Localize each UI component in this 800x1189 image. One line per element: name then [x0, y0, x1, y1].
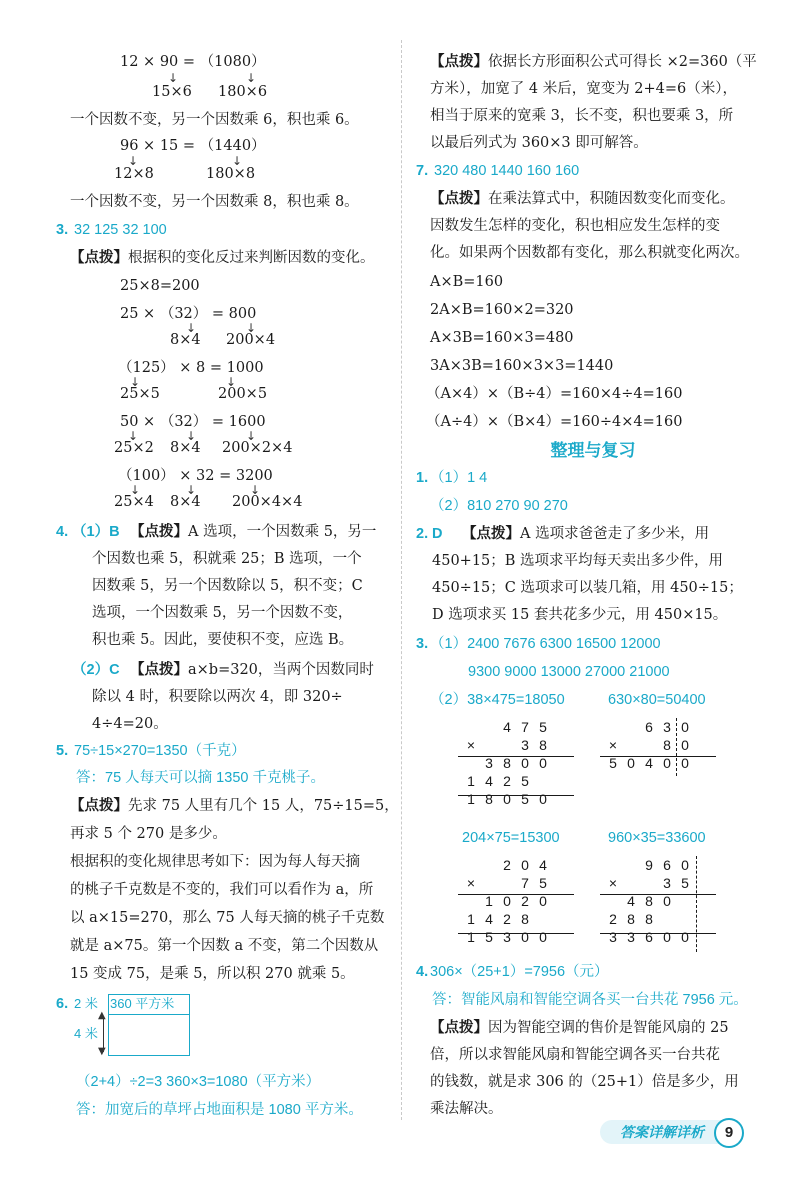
calc-digit: 5	[521, 791, 529, 807]
calc-row	[604, 856, 694, 874]
calc-digit: 3	[627, 929, 635, 945]
arrow-icon: ↓	[130, 483, 141, 497]
calc-digit: 0	[681, 857, 689, 873]
math-line: 25×5	[120, 386, 160, 402]
calc-digit: 0	[663, 893, 671, 909]
calc-digit	[480, 736, 498, 754]
calc-digit: 5	[681, 875, 689, 891]
column-divider	[401, 40, 402, 1120]
tip-text: a×b=320，当两个因数同时	[188, 662, 374, 678]
arrow-icon: ↓	[186, 429, 197, 443]
calc-digit: 0	[663, 929, 671, 945]
calc-digit: 6	[663, 857, 671, 873]
calc-digit: 0	[627, 755, 635, 771]
calc-row	[462, 736, 552, 754]
tip-text: 除以 4 时，积要除以两次 4，即 320÷	[92, 689, 343, 705]
answer-text: （2）810 270 90 270	[430, 498, 568, 514]
calc-digit: 0	[681, 755, 689, 771]
calc-digit	[480, 718, 498, 736]
tip-text: 倍，所以求智能风扇和智能空调各买一台共花	[430, 1047, 720, 1063]
calc-digit	[676, 910, 694, 928]
math-line: （100） × 32 = 3200	[118, 468, 273, 484]
calc-digit: ×	[608, 875, 618, 891]
calc-digit: 5	[485, 929, 493, 945]
question-number: 4.	[56, 524, 69, 540]
tip-label: 【点拨】	[430, 1019, 488, 1036]
calc-row	[604, 928, 694, 946]
calc-digit: 0	[539, 791, 547, 807]
calc-digit: ×	[466, 737, 476, 753]
answer-text: 答：加宽后的草坪占地面积是 1080 平方米。	[76, 1102, 363, 1118]
answer-text: 答：智能风扇和智能空调各买一台共花 7956 元。	[432, 992, 748, 1008]
calc-digit: 5	[609, 755, 617, 771]
tip-text: 个因数也乘 5，积就乘 25；B 选项，一个	[92, 551, 362, 567]
calc-digit: 1	[467, 911, 475, 927]
tip-text: 根据积的变化反过来判断因数的变化。	[128, 250, 375, 266]
tip-label: 【点拨】	[462, 525, 520, 542]
tip-label: 【点拨】	[430, 53, 488, 70]
math-line: （A÷4）×（B×4）=160÷4×4=160	[426, 414, 683, 430]
calc-digit	[622, 856, 640, 874]
calc-digit: 3	[503, 929, 511, 945]
calc-row	[604, 718, 694, 736]
calc-digit	[534, 910, 552, 928]
width-label-4m: 4 米	[74, 1026, 98, 1041]
calc-row	[462, 856, 552, 874]
example2-product: 180×8	[206, 166, 256, 182]
math-line: 50 × （32） = 1600	[120, 414, 266, 430]
calc-row	[462, 790, 552, 808]
tip-text: 的钱数，就是求 306 的（25+1）倍是多少，用	[430, 1074, 739, 1090]
calc-digit: 8	[503, 755, 511, 771]
tip-text: 4÷4=20。	[92, 716, 168, 732]
rule-text: 一个因数不变，另一个因数乘 6，积也乘 6。	[70, 112, 359, 128]
example2-factor: 12×8	[114, 166, 154, 182]
math-line: 200×2×4	[222, 440, 293, 456]
arrow-icon: ↓	[186, 321, 197, 335]
tip-label: 【点拨】	[70, 249, 128, 266]
calc-digit	[534, 772, 552, 790]
calc-digit	[622, 874, 640, 892]
calc-digit: 7	[521, 719, 529, 735]
calc-digit	[640, 874, 658, 892]
math-line: 8×4	[170, 440, 201, 456]
tip-text: 因为智能空调的售价是智能风扇的 25	[488, 1020, 729, 1036]
calc-digit: 1	[485, 893, 493, 909]
calc-digit	[604, 856, 622, 874]
calc-digit: 8	[521, 911, 529, 927]
calc-digit: 2	[503, 773, 511, 789]
calc-digit: 2	[503, 911, 511, 927]
calc-digit: 3	[609, 929, 617, 945]
calc-digit: 0	[503, 791, 511, 807]
formula-text: （2+4）÷2=3 360×3=1080（平方米）	[76, 1074, 321, 1090]
tip-text: 450÷15；C 选项求可以装几箱，用 450÷15；	[432, 580, 743, 596]
math-line: 25×2	[114, 440, 154, 456]
calc-digit: 0	[681, 719, 689, 735]
question-number: 6.	[56, 996, 69, 1012]
question-number: 1.	[416, 470, 429, 486]
tip-text: 再求 5 个 270 是多少。	[70, 826, 227, 842]
calc-digit: 0	[521, 857, 529, 873]
answer-text: D	[432, 526, 443, 542]
math-line: 200×4×4	[232, 494, 303, 510]
arrow-icon: ↓	[130, 375, 141, 389]
math-line: （A×4）×（B÷4）=160×4÷4=160	[426, 386, 683, 402]
tip-text: 乘法解决。	[430, 1101, 503, 1117]
math-line: 25 × （32） = 800	[120, 306, 257, 322]
calc-row	[462, 772, 552, 790]
calc-rule-line	[600, 756, 716, 757]
calc-digit: ×	[466, 875, 476, 891]
calc-digit: 8	[663, 737, 671, 753]
width-label-2m: 2 米	[74, 996, 98, 1011]
calc-digit	[498, 874, 516, 892]
tip-text: 方米），加宽了 4 米后，宽变为 2+4=6（米），	[430, 81, 738, 97]
calc-digit	[462, 856, 480, 874]
calc-digit: 9	[645, 857, 653, 873]
calc-digit: 3	[663, 875, 671, 891]
tip-text: 化。如果两个因数都有变化，那么积就变化两次。	[430, 245, 749, 261]
answer-text: 320 480 1440 160 160	[434, 163, 580, 179]
calc-digit: 1	[467, 773, 475, 789]
calc-digit: 8	[539, 737, 547, 753]
calc-digit: 0	[539, 755, 547, 771]
rule-text: 一个因数不变，另一个因数乘 8，积也乘 8。	[70, 194, 359, 210]
tip-text: 积也乘 5。因此，要使积不变，应选 B。	[92, 632, 354, 648]
calc-digit: 8	[645, 893, 653, 909]
calc-digit: 5	[539, 875, 547, 891]
calc-row	[604, 874, 694, 892]
calc-digit: 4	[645, 755, 653, 771]
math-line: 200×5	[218, 386, 268, 402]
page-number: 9	[714, 1118, 744, 1148]
arrow-icon: ↓	[246, 321, 257, 335]
calc-digit	[462, 718, 480, 736]
math-line: 8×4	[170, 332, 201, 348]
paragraph-line: 的桃子千克数是不变的，我们可以看作为 a，所	[70, 882, 374, 898]
calc-digit	[480, 874, 498, 892]
calc-digit: 8	[485, 791, 493, 807]
calc-digit: 2	[609, 911, 617, 927]
tip-text: 因数乘 5，另一个因数除以 5，积不变；C	[92, 578, 363, 594]
calc-digit	[498, 736, 516, 754]
arrow-icon: ↓	[250, 483, 261, 497]
tip-text: 先求 75 人里有几个 15 人，75÷15=5，	[128, 798, 399, 814]
calc-digit: 3	[663, 719, 671, 735]
calc-digit	[658, 910, 676, 928]
calc-digit: 1	[467, 929, 475, 945]
answer-text: （1）2400 7676 6300 16500 12000	[430, 636, 661, 652]
example1-factor: 15×6	[152, 84, 192, 100]
tip-text: D 选项求买 15 套共花多少元，用 450×15。	[432, 607, 728, 623]
tip-line	[130, 660, 374, 680]
arrow-icon: ↓	[226, 375, 237, 389]
answer-text: 答：75 人每天可以摘 1350 千克桃子。	[76, 770, 325, 786]
answer-text: （1）1 4	[430, 470, 488, 486]
calc-digit: 1	[467, 791, 475, 807]
calc-digit: 7	[521, 875, 529, 891]
footer-label: 答案详解详析	[620, 1124, 704, 1140]
tip-label: 【点拨】	[430, 190, 488, 207]
calc-digit: 4	[539, 857, 547, 873]
tip-text: 选项，一个因数乘 5，另一个因数不变，	[92, 605, 353, 621]
calc-digit: 5	[539, 719, 547, 735]
paragraph-line: 以 a×15=270，那么 75 人每天摘的桃子千克数	[70, 910, 385, 926]
example1-equation: 12 × 90 = （1080）	[120, 54, 266, 70]
tip-text: 在乘法算式中，积随因数变化而变化。	[488, 191, 735, 207]
math-line: （125） × 8 = 1000	[118, 360, 264, 376]
tip-text: 因数发生怎样的变化，积也相应发生怎样的变	[430, 218, 720, 234]
tip-line	[70, 796, 399, 816]
equation-text: （2）38×475=18050	[430, 692, 565, 708]
calc-row	[462, 910, 552, 928]
calc-row	[604, 910, 694, 928]
calc-rule-line	[458, 933, 574, 934]
tip-line	[130, 522, 376, 542]
section-title: 整理与复习	[550, 441, 636, 460]
calc-digit: 8	[627, 911, 635, 927]
tip-line	[430, 1018, 729, 1038]
tip-line	[430, 189, 735, 209]
calc-digit: 0	[521, 929, 529, 945]
math-line: 2A×B=160×2=320	[430, 302, 574, 318]
question-number: 7.	[416, 163, 429, 179]
tip-text: 450+15；B 选项求平均每天卖出多少件，用	[432, 553, 724, 569]
tip-text: 依据长方形面积公式可得长 ×2=360（平	[488, 54, 757, 70]
calc-digit: 0	[503, 893, 511, 909]
calc-digit: 0	[681, 929, 689, 945]
calc-digit	[622, 718, 640, 736]
math-line: 25×8=200	[120, 278, 200, 294]
area-label: 360 平方米	[110, 996, 175, 1011]
math-line: 200×4	[226, 332, 276, 348]
tip-label: 【点拨】	[130, 523, 188, 540]
calc-digit: 4	[485, 773, 493, 789]
answer-text: 32 125 32 100	[74, 222, 167, 238]
calc-digit: 3	[485, 755, 493, 771]
calc-digit: 5	[521, 773, 529, 789]
calc-digit: 0	[521, 755, 529, 771]
paragraph-line: 根据积的变化规律思考如下：因为每人每天摘	[70, 854, 360, 870]
question-number: 3.	[416, 636, 429, 652]
formula-text: 306×（25+1）=7956（元）	[430, 964, 609, 980]
calc-digit: 0	[663, 755, 671, 771]
math-line: 8×4	[170, 494, 201, 510]
vertical-multiplication	[604, 718, 694, 772]
question-number: 5.	[56, 743, 69, 759]
equation-text: 630×80=50400	[608, 692, 706, 708]
arrow-icon: ↓	[128, 429, 139, 443]
calc-digit: 0	[539, 929, 547, 945]
calc-rule-line	[458, 894, 574, 895]
tip-text: A 选项，一个因数乘 5，另一	[188, 524, 377, 540]
tip-text: A 选项求爸爸走了多少米，用	[520, 526, 710, 542]
calc-rule-line	[458, 756, 574, 757]
calc-digit: 4	[503, 719, 511, 735]
divider-line	[108, 1014, 190, 1015]
question-number: 2.	[416, 526, 429, 542]
math-line: A×B=160	[430, 274, 504, 290]
equation-text: 960×35=33600	[608, 830, 706, 846]
calc-row	[462, 928, 552, 946]
tip-line	[430, 52, 757, 72]
calc-digit: 4	[627, 893, 635, 909]
arrow-down-icon: ▼	[98, 1046, 106, 1057]
tip-line	[70, 248, 375, 268]
calc-digit: 4	[485, 911, 493, 927]
calc-digit: 8	[645, 911, 653, 927]
math-line: 3A×3B=160×3×3=1440	[430, 358, 614, 374]
math-line: A×3B=160×3=480	[430, 330, 574, 346]
calc-row	[462, 874, 552, 892]
tip-text: 相当于原来的宽乘 3，长不变，积也要乘 3，所	[430, 108, 734, 124]
zero-divider-dashed	[696, 856, 697, 952]
calc-digit	[640, 736, 658, 754]
arrow-icon: ↓	[128, 154, 139, 168]
calc-row	[604, 736, 694, 754]
paragraph-line: 就是 a×75。第一个因数 a 不变，第二个因数从	[70, 938, 379, 954]
tip-text: 以最后列式为 360×3 即可解答。	[430, 135, 648, 151]
calc-digit: ×	[608, 737, 618, 753]
tip-label: 【点拨】	[130, 661, 188, 678]
answer-text: （1）B	[72, 524, 120, 540]
calc-digit	[604, 718, 622, 736]
calc-digit: 6	[645, 929, 653, 945]
formula-text: 75÷15×270=1350（千克）	[74, 743, 246, 759]
calc-digit: 2	[521, 893, 529, 909]
tip-label: 【点拨】	[70, 797, 128, 814]
arrow-icon: ↓	[168, 71, 179, 85]
answer-text: （2）C	[72, 662, 120, 678]
arrow-icon: ↓	[246, 71, 257, 85]
arrow-icon: ↓	[186, 483, 197, 497]
question-number: 3.	[56, 222, 69, 238]
calc-rule-line	[458, 795, 574, 796]
math-line: 25×4	[114, 494, 154, 510]
calc-digit	[480, 856, 498, 874]
calc-digit: 3	[521, 737, 529, 753]
calc-rule-line	[600, 894, 716, 895]
calc-digit	[622, 736, 640, 754]
tip-line	[462, 524, 709, 544]
arrow-icon: ↓	[246, 429, 257, 443]
arrow-icon: ↓	[232, 154, 243, 168]
equation-text: 204×75=15300	[462, 830, 560, 846]
calc-row	[462, 718, 552, 736]
calc-digit: 6	[645, 719, 653, 735]
paragraph-line: 15 变成 75，是乘 5，所以积 270 就乘 5。	[70, 966, 355, 982]
calc-rule-line	[600, 933, 716, 934]
answer-text: 9300 9000 13000 27000 21000	[468, 664, 670, 680]
zero-divider-dashed	[676, 718, 677, 776]
calc-digit: 0	[681, 737, 689, 753]
calc-digit: 2	[503, 857, 511, 873]
calc-digit: 0	[539, 893, 547, 909]
question-number: 4.	[416, 964, 429, 980]
example2-equation: 96 × 15 = （1440）	[120, 138, 266, 154]
example1-product: 180×6	[218, 84, 268, 100]
arrow-up-icon: ▲	[98, 1010, 106, 1021]
